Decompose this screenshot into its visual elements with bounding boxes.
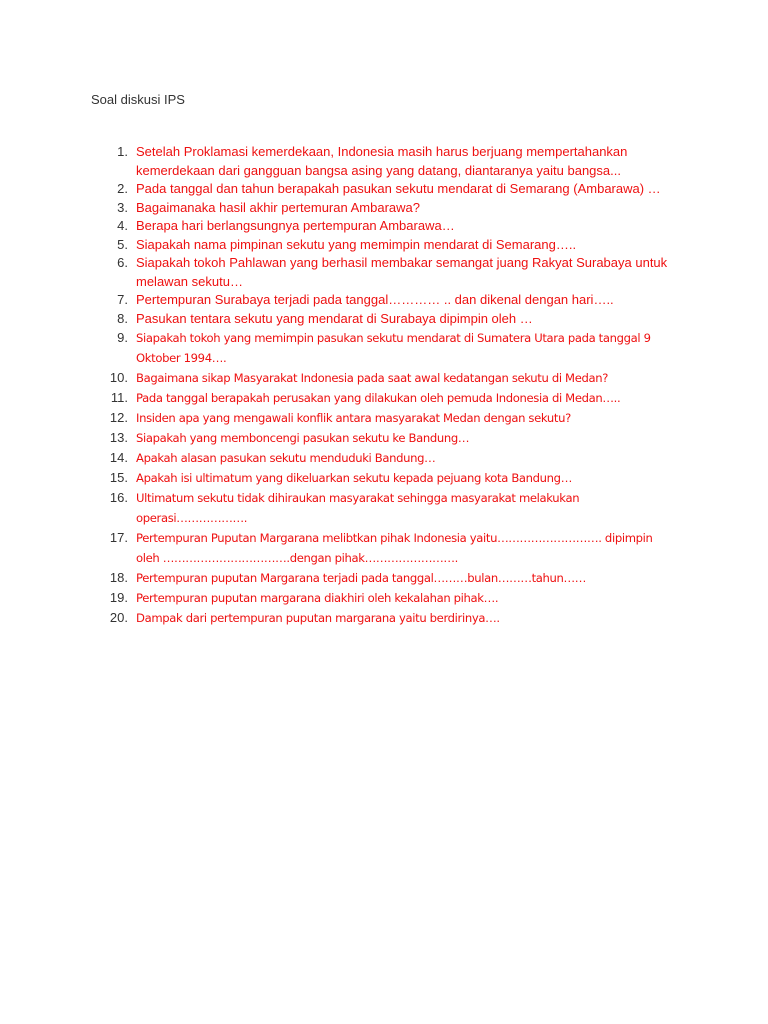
question-item xyxy=(0,588,672,608)
question-text: Pertempuran Surabaya terjadi pada tanggal………… .. dan dikenal dengan hari….. xyxy=(136,292,614,307)
question-item xyxy=(0,468,672,488)
question-item xyxy=(0,368,672,388)
question-item xyxy=(0,488,672,528)
question-number: 7. xyxy=(117,292,128,307)
question-text: Pada tanggal berapakah perusakan yang dilakukan oleh pemuda Indonesia di Medan….. xyxy=(136,391,621,405)
question-item xyxy=(0,428,672,448)
question-item xyxy=(0,388,672,408)
question-number: 1. xyxy=(117,144,128,159)
question-number: 8. xyxy=(117,310,128,326)
question-item xyxy=(0,448,672,468)
question-item xyxy=(0,608,672,628)
question-number: 18. xyxy=(109,570,128,585)
question-number: 16. xyxy=(109,490,128,505)
question-number: 15. xyxy=(109,470,128,485)
question-text: Bagaimana sikap Masyarakat Indonesia pada saat awal kedatangan sekutu di Medan? xyxy=(136,371,609,385)
question-item xyxy=(0,528,672,568)
document-title: Soal diskusi IPS xyxy=(91,92,185,107)
question-number: 4. xyxy=(117,218,128,233)
question-number: 2. xyxy=(117,181,128,196)
question-text: Pertempuran puputan Margarana terjadi pada tanggal………bulan………tahun…… xyxy=(136,571,587,585)
question-text: Apakah isi ultimatum yang dikeluarkan sekutu kepada pejuang kota Bandung… xyxy=(136,471,572,485)
question-item xyxy=(0,143,672,180)
question-text: Pasukan tentara sekutu yang mendarat di Surabaya dipimpin oleh … xyxy=(136,310,533,326)
question-item xyxy=(0,568,672,588)
question-item xyxy=(0,291,672,310)
question-number: 20. xyxy=(109,610,128,625)
question-item xyxy=(0,236,672,255)
question-number: 12. xyxy=(109,410,128,425)
question-item xyxy=(0,328,672,368)
question-text: Berapa hari berlangsungnya pertempuran Ambarawa… xyxy=(136,218,455,233)
question-item xyxy=(0,180,672,199)
question-number: 13. xyxy=(109,430,128,445)
question-list xyxy=(0,143,768,628)
question-number: 14. xyxy=(109,450,128,465)
question-text: Siapakah nama pimpinan sekutu yang memimpin mendarat di Semarang….. xyxy=(136,236,577,252)
question-number: 19. xyxy=(109,590,128,605)
question-text: Ultimatum sekutu tidak dihiraukan masyarakat sehingga masyarakat melakukan operasi………………. xyxy=(136,491,580,525)
question-item xyxy=(0,310,672,329)
question-text: Bagaimanaka hasil akhir pertemuran Ambarawa? xyxy=(136,199,420,215)
question-text: Siapakah yang memboncengi pasukan sekutu ke Bandung… xyxy=(136,431,470,445)
question-text: Apakah alasan pasukan sekutu menduduki Bandung… xyxy=(136,451,436,465)
question-item xyxy=(0,408,672,428)
question-number: 5. xyxy=(117,236,128,252)
question-text: Siapakah tokoh Pahlawan yang berhasil membakar semangat juang Rakyat Surabaya untuk melawan sekutu… xyxy=(136,255,668,289)
question-text: Siapakah tokoh yang memimpin pasukan sekutu mendarat di Sumatera Utara pada tanggal 9 Oktober 1994…. xyxy=(136,331,651,365)
question-number: 10. xyxy=(109,370,128,385)
question-item xyxy=(0,199,672,218)
question-text: Pertempuran Puputan Margarana melibtkan pihak Indonesia yaitu………………………. dipimpin oleh …………………………….dengan pihak……………………. xyxy=(136,531,653,565)
question-item xyxy=(0,217,672,236)
question-item xyxy=(0,254,672,291)
question-text: Pertempuran puputan margarana diakhiri oleh kekalahan pihak…. xyxy=(136,591,499,605)
question-number: 17. xyxy=(109,530,128,545)
question-number: 3. xyxy=(117,199,128,215)
question-number: 6. xyxy=(117,255,128,270)
question-text: Dampak dari pertempuran puputan margarana yaitu berdirinya…. xyxy=(136,611,500,625)
question-text: Insiden apa yang mengawali konflik antara masyarakat Medan dengan sekutu? xyxy=(136,411,571,425)
question-number: 9. xyxy=(117,330,128,345)
question-text: Pada tanggal dan tahun berapakah pasukan sekutu mendarat di Semarang (Ambarawa) … xyxy=(136,181,661,196)
question-text: Setelah Proklamasi kemerdekaan, Indonesia masih harus berjuang mempertahankan kemerdekaan dari gangguan bangsa asing yang datang, diantaranya yaitu bangsa... xyxy=(136,144,628,178)
question-number: 11. xyxy=(110,390,128,405)
